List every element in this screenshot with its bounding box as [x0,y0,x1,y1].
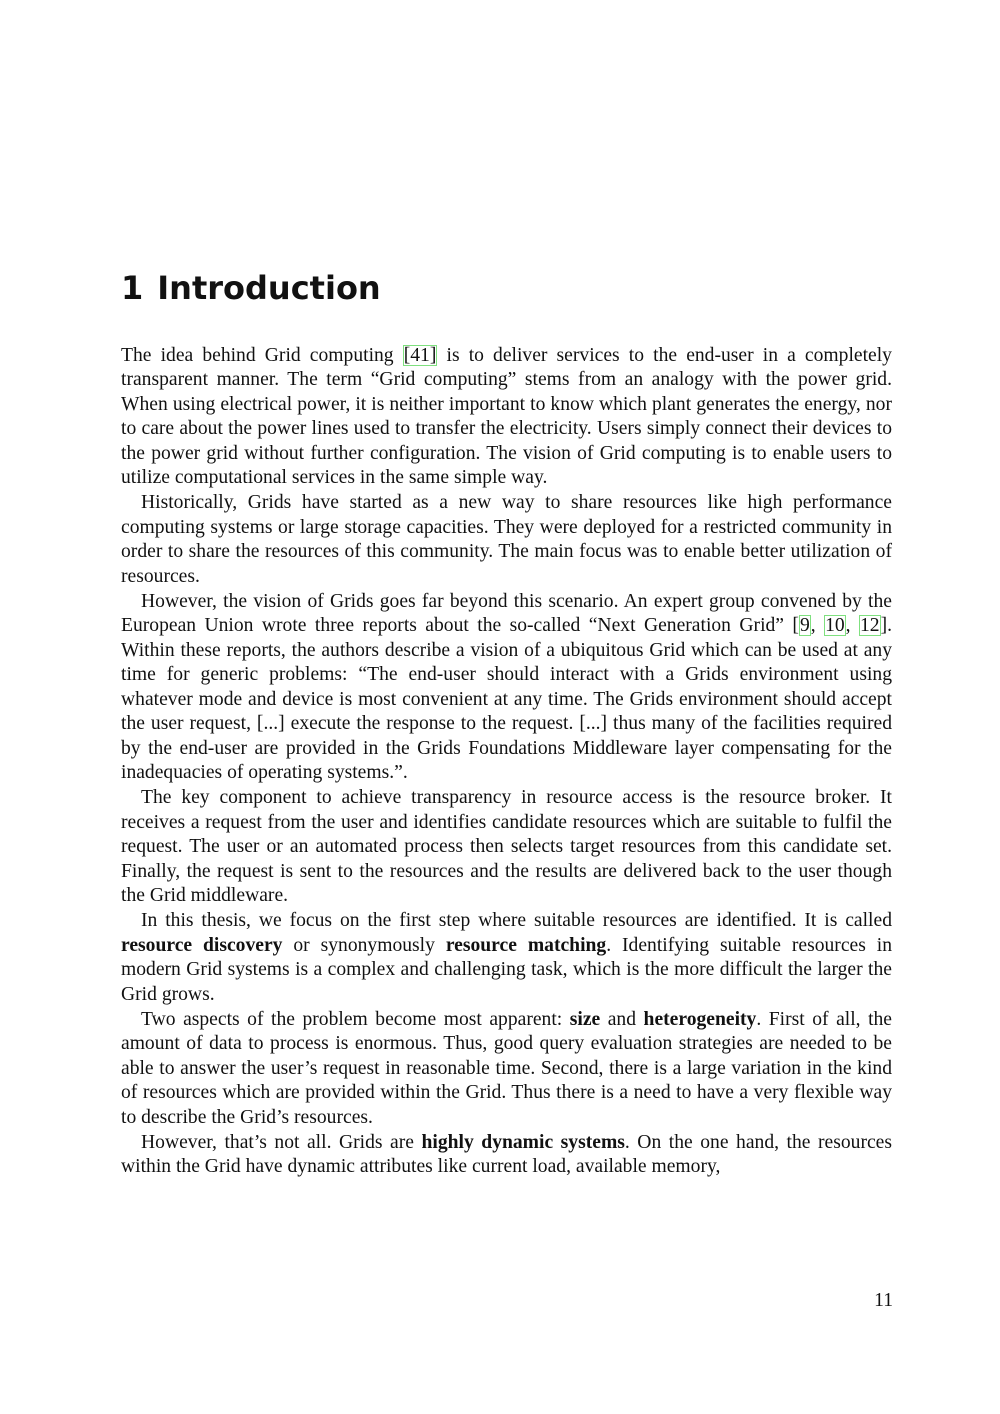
text-run: and [600,1008,644,1030]
text-run: , [845,615,859,637]
text-run: . First of all, the amount of data to process is enormous. Thus, good query evaluation strategies are needed to be able to answer the user’s request in reasonable time. Second, there is a large variation in the kind of resources which are provided within the Grid. Thus there is a need to have a very flexible way to describe the Grid’s resources. [121,1008,893,1128]
citation-link[interactable]: 10 [825,615,845,637]
chapter-title: Introduction [157,269,381,307]
bold-term: heterogeneity [643,1008,757,1030]
citation-link[interactable]: 9 [799,615,810,637]
paragraph-5 [121,909,892,1007]
paragraph-4: The key component to achieve transparency in resource access is the resource broker. It receives a request from the user and identifies candidate resources which are suitable to fulfil the request. The user or an automated process then selects target resources from this candidate set. Finally, the request is sent to the resources and the results are delivered back to the user though the Grid middleware. [121,787,892,906]
bold-term: size [569,1008,601,1030]
text-run: . On the one hand, the resources within the Grid have dynamic attributes like current load, available memory, [121,1132,893,1178]
citation-link[interactable]: 12 [859,615,880,637]
text-run: However, that’s not all. Grids are [141,1132,422,1153]
body-text [121,344,892,1180]
text-run: or synonymously [282,934,446,956]
chapter-heading [121,266,381,310]
text-run: The idea behind Grid computing [121,345,403,366]
text-run: In this thesis, we focus on the first step where suitable resources are identified. It is called [141,910,892,932]
paragraph-7 [121,1131,892,1180]
paragraph-1 [121,344,892,490]
paragraph-6 [121,1008,892,1130]
paragraph-3 [121,590,892,785]
text-run: is to deliver services to the end-user in a completely transparent manner. The term “Grid computing” stems from an analogy with the power grid. When using electrical power, it is neither important to know which plant generates the energy, nor to care about the power lines used to transfer the electricity. Users simply connect their devices to the power grid without further configuration. The vision of Grid computing is to enable users to utilize computational services in the same simple way. [121,345,892,489]
text-run: ]. Within these reports, the authors describe a vision of a ubiquitous Grid which can be used at any time for generic problems: “The end-user should interact with a Grids environment using whatever mode and device is most convenient at any time. The Grids environment should accept the user request, [...] execute the response to the request. [...] thus many of the facilities required by the end-user are provided in the Grids Foundations Middleware layer compensating for the inadequacies of operating systems.”. [121,615,892,783]
text-run: . Identifying suitable resources in modern Grid systems is a complex and challenging task, which is the more difficult the larger the Grid grows. [121,934,892,1005]
page-number: 11 [874,1290,893,1311]
chapter-number: 1 [121,269,144,307]
citation-link[interactable]: [41] [403,345,437,366]
paragraph-2: Historically, Grids have started as a new way to share resources like high performance computing systems or large storage capacities. They were deployed for a restricted community in order to share the resources of this community. The main focus was to enable better utilization of resources. [121,492,892,587]
bold-term: highly dynamic systems [421,1132,625,1153]
text-run: However, the vision of Grids goes far beyond this scenario. An expert group convened by the European Union wrote three reports about the so-called “Next Generation Grid” [ [121,591,892,637]
bold-term: resource discovery [121,934,283,956]
text-run: Two aspects of the problem become most apparent: [141,1008,570,1030]
text-run: , [810,615,825,637]
bold-term: resource matching [445,934,607,956]
